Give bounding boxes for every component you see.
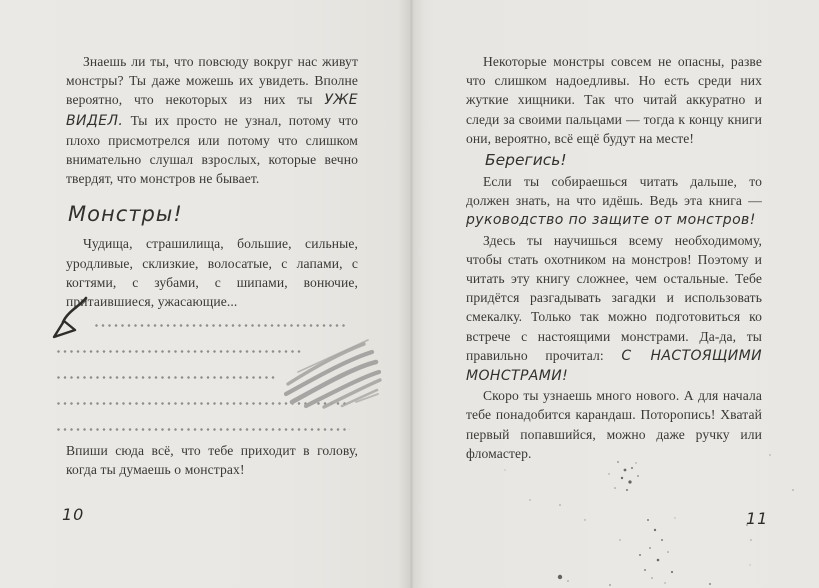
beware-exclamation: Берегись!: [485, 151, 567, 170]
answer-line: [57, 428, 350, 431]
answer-line: [57, 350, 302, 353]
paragraph-text: Ты их просто не узнал, потому что плохо присмотрелся или потому что слишком внимательно слушал взрослых, которые вечно твердят, что монстров не бывает.: [66, 112, 358, 187]
handwritten-phrase-guide: руководство по защите от монстров!: [466, 212, 756, 229]
paragraph-monster-list: Чудища, страшилища, большие, сильные, уродливые, склизкие, волосатые, с лапами, с когтями, с зубами, с шипами, вонючие, притаившиеся, ужасающие...: [66, 236, 358, 310]
answer-line: [57, 376, 275, 379]
answer-line: [95, 324, 347, 327]
handwritten-phrase-already-seen: УЖЕ ВИДЕЛ.: [66, 92, 358, 129]
monsters-heading: Монстры!: [68, 202, 183, 227]
ink-speckles: [410, 0, 819, 588]
paragraph-danger: Некоторые монстры совсем не опасны, разве что слишком надоедливы. Но есть среди них жуткие хищники. Так что читай аккуратно и следи за своими пальцами — тогда к концу книги они, вероятно, всё ещё будут на месте!: [466, 54, 762, 146]
paragraph-text: Знаешь ли ты, что повсюду вокруг нас живут монстры? Ты даже можешь их увидеть. Вполне вероятно, что некоторых из них ты: [66, 54, 358, 108]
page-number-left: 10: [62, 505, 85, 524]
handwritten-phrase-real-monsters: С НАСТОЯЩИМИ МОНСТРАМИ!: [466, 347, 762, 385]
hand-drawn-arrow-icon: [50, 294, 106, 350]
pencil-scribble: [280, 336, 384, 412]
write-here-caption: Впиши сюда всё, что тебе приходит в голову, когда ты думаешь о монстрах!: [66, 443, 358, 478]
page-right: [410, 0, 819, 588]
page-number-right: 11: [746, 509, 769, 528]
paragraph-text: Если ты собираешься читать дальше, то должен знать, на что идёшь. Ведь эта книга —: [466, 174, 762, 209]
paragraph-intro: [66, 52, 358, 188]
left-text-column: [66, 52, 358, 480]
paragraph-text: Здесь ты научишься всему необходимому, чтобы стать охотником на монстров! Поэтому и читать эту книгу сложнее, чем остальные. Тебе придётся разгадывать загадки и использовать смекалку. Только так можно подготовиться ко встрече с настоящими монстрами. Да-да, ты правильно прочитал:: [466, 232, 762, 363]
paragraph-pencil: Скоро ты узнаешь много нового. А для начала тебе понадобится карандаш. Поторопись! Хватай первый попавшийся, можно даже ручку или фломастер.: [466, 388, 762, 461]
